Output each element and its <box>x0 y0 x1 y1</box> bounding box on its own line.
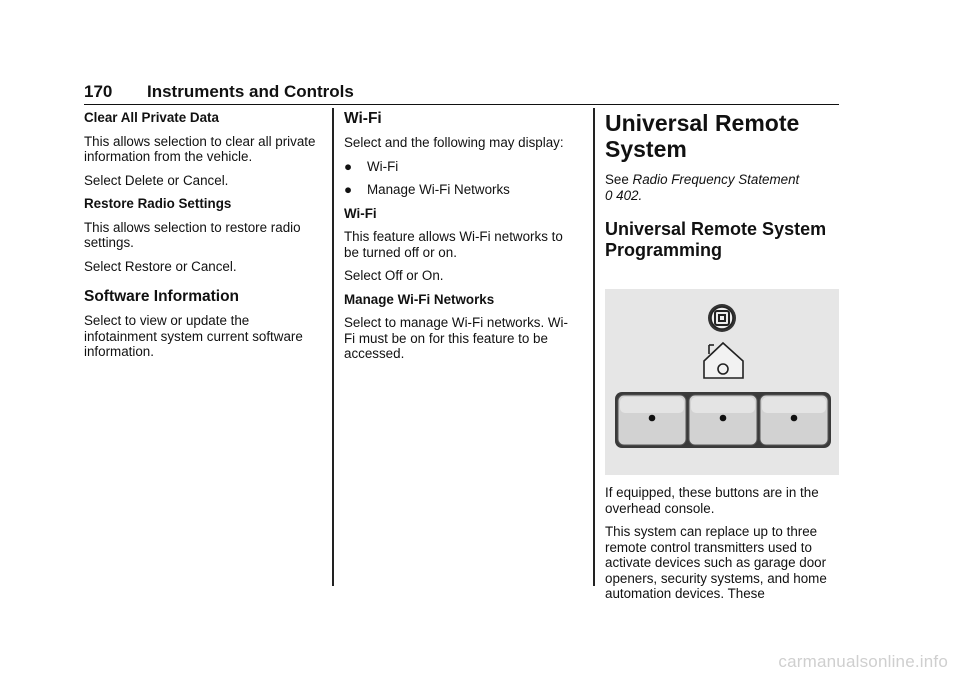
bullet-icon: ● <box>344 182 353 197</box>
text-if-equipped: If equipped, these buttons are in the overhead console. <box>605 485 819 516</box>
remote-buttons-illustration <box>605 289 839 475</box>
heading-universal-remote-programming: Universal Remote System Programming <box>605 219 827 260</box>
heading-restore-radio: Restore Radio Settings <box>84 196 232 211</box>
text-wifi-feature: This feature allows Wi-Fi networks to be turned off or on. <box>344 229 563 260</box>
heading-clear-private-data: Clear All Private Data <box>84 110 219 125</box>
remote-button-dot-icon <box>649 415 656 422</box>
see-reference <box>605 172 840 203</box>
text-restore-radio: This allows selection to restore radio settings. <box>84 219 301 250</box>
column-right <box>605 106 840 610</box>
page-number: 170 <box>84 82 113 101</box>
remote-buttons-svg <box>605 289 839 475</box>
remote-button-dot-icon <box>791 415 798 422</box>
remote-button-3[interactable] <box>760 395 828 445</box>
text-wifi-intro: Select and the following may display: <box>344 135 564 150</box>
remote-button-dot-icon <box>720 415 727 422</box>
page-header <box>84 80 839 105</box>
list-item-label: Manage Wi-Fi Networks <box>367 182 510 197</box>
see-reference-page: 0 402. <box>605 187 643 203</box>
heading-software-information: Software Information <box>84 288 240 305</box>
text-clear-select: Select Delete or Cancel. <box>84 172 229 188</box>
list-item <box>344 182 574 198</box>
see-prefix: See <box>605 172 633 187</box>
text-system-description: This system can replace up to three remote control transmitters used to activate devices such as garage door openers, security systems, and home automation devices. These <box>605 524 827 601</box>
bullet-icon: ● <box>344 158 353 174</box>
column-divider <box>593 108 595 586</box>
list-item <box>344 159 574 175</box>
column-divider <box>332 108 334 586</box>
heading-universal-remote-system: Universal Remote System <box>605 110 800 162</box>
text-software-information: Select to view or update the infotainment system current software information. <box>84 313 303 359</box>
text-clear-private-data: This allows selection to clear all private information from the vehicle. <box>84 133 316 164</box>
power-indicator-icon <box>708 304 736 332</box>
section-title: Instruments and Controls <box>147 82 354 101</box>
column-left <box>84 106 324 368</box>
remote-button-1[interactable] <box>618 395 686 445</box>
remote-button-2[interactable] <box>689 395 757 445</box>
watermark: carmanualsonline.info <box>778 652 948 671</box>
text-restore-select: Select Restore or Cancel. <box>84 258 237 274</box>
text-manage-wifi: Select to manage Wi-Fi networks. Wi-Fi must be on for this feature to be accessed. <box>344 315 568 361</box>
see-reference-link: Radio Frequency Statement <box>632 172 800 187</box>
heading-wifi: Wi-Fi <box>344 110 382 127</box>
text-wifi-select: Select Off or On. <box>344 268 444 283</box>
heading-wifi-sub: Wi-Fi <box>344 205 377 221</box>
home-garage-icon <box>704 343 743 378</box>
column-middle <box>344 106 574 370</box>
heading-manage-wifi: Manage Wi-Fi Networks <box>344 291 495 307</box>
list-item-label: Wi-Fi <box>367 158 399 174</box>
